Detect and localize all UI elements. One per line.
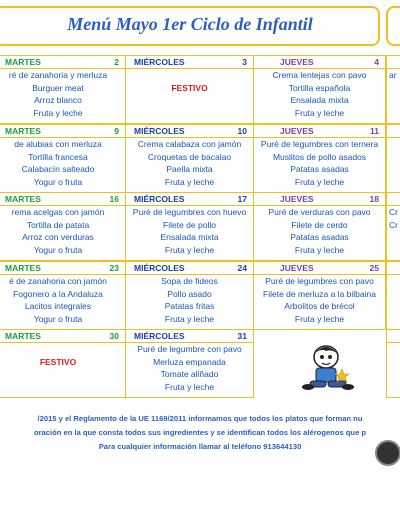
day-name: MARTES	[5, 126, 41, 136]
dish-item: Cr	[389, 207, 398, 217]
day-header	[387, 56, 400, 69]
dish-item: Pollo asado	[167, 288, 212, 299]
dish-item: Fruta y leche	[294, 244, 345, 255]
day-name: MIÉRCOLES	[134, 126, 185, 136]
day-number: 18	[369, 194, 379, 204]
day-number: 17	[237, 194, 247, 204]
menu-day-cell	[0, 329, 126, 398]
dish-item: Fruta y leche	[164, 176, 215, 187]
dish-item: Crema calabaza con jamón	[137, 139, 242, 149]
dish-list	[0, 275, 125, 325]
dish-list	[254, 138, 385, 188]
day-header	[387, 193, 400, 206]
dish-item: Fruta y leche	[164, 381, 215, 392]
day-number: 9	[114, 126, 119, 136]
day-number: 25	[369, 263, 379, 273]
dish-item: Puré de legumbres con huevo	[132, 207, 247, 217]
dish-item: Cr	[389, 219, 398, 230]
day-number: 16	[109, 194, 119, 204]
dish-item: Ensalada mixta	[290, 95, 349, 106]
dish-item: é de zanahoria con jamón	[9, 276, 107, 286]
dish-item	[389, 343, 400, 356]
day-name: MARTES	[5, 331, 41, 341]
dish-item: Fruta y leche	[294, 107, 345, 118]
dish-item: Filete de pollo	[163, 219, 216, 230]
dish-item	[126, 94, 253, 107]
day-header	[0, 330, 125, 343]
menu-day-cell	[125, 261, 254, 330]
dish-item: Crema lentejas con pavo	[272, 70, 367, 80]
dish-item: Fogonero a la Andaluza	[13, 288, 103, 299]
dish-item	[389, 163, 400, 176]
day-name: MARTES	[5, 194, 41, 204]
dish-item: Puré de legumbre con pavo	[137, 344, 242, 354]
day-name: JUEVES	[280, 57, 314, 67]
day-name: MIÉRCOLES	[134, 263, 185, 273]
dish-list	[0, 343, 125, 393]
footer-line-1: /2015 y el Reglamento de la UE 1169/2011 informamos que todos los platos que forman nu	[37, 414, 363, 423]
menu-day-cell	[125, 55, 254, 124]
dish-item	[389, 300, 400, 313]
footer-phone: Para cualquier información llamar al teléfono 913644130	[98, 442, 302, 451]
dish-item	[389, 288, 400, 301]
child-illustration-icon	[300, 343, 356, 395]
day-number: 31	[237, 331, 247, 341]
dish-item: Filete de cerdo	[291, 219, 348, 230]
day-header	[254, 262, 385, 275]
dish-item: Sopa de fideos	[161, 276, 218, 286]
dish-item: Fruta y leche	[164, 313, 215, 324]
dish-list	[0, 69, 125, 119]
menu-day-cell	[0, 192, 126, 261]
dish-item: Arbolitos de brécol	[284, 301, 355, 312]
menu-day-cell-partial	[386, 261, 400, 330]
day-number: 24	[237, 263, 247, 273]
day-name: MIÉRCOLES	[134, 194, 185, 204]
day-number: 10	[237, 126, 247, 136]
dish-list	[389, 275, 400, 313]
menu-day-cell	[253, 124, 386, 193]
menu-day-cell-partial	[386, 55, 400, 124]
menu-day-cell	[0, 124, 126, 193]
dish-item: Ensalada mixta	[160, 232, 219, 243]
dish-item: Fruta y leche	[294, 313, 345, 324]
menu-day-cell	[125, 124, 254, 193]
day-name: MIÉRCOLES	[134, 331, 185, 341]
dish-item: Yogur o fruta	[33, 176, 83, 187]
dish-list	[126, 343, 253, 393]
dish-list	[389, 343, 400, 381]
day-name: MARTES	[5, 57, 41, 67]
menu-day-cell	[0, 55, 126, 124]
dish-item: Lacitos integrales	[24, 301, 92, 312]
dish-item: Fruta y leche	[294, 176, 345, 187]
menu-day-cell-partial	[386, 192, 400, 261]
menu-day-cell	[253, 261, 386, 330]
dish-list	[0, 138, 125, 188]
school-seal-icon	[375, 440, 400, 466]
day-number: 2	[114, 57, 119, 67]
dish-item: Croquetas de bacalao	[147, 151, 232, 162]
menu-day-cell	[253, 192, 386, 261]
day-header	[126, 56, 253, 69]
dish-item	[389, 94, 400, 107]
day-header	[126, 262, 253, 275]
menu-day-cell-partial	[386, 124, 400, 193]
day-name: MIÉRCOLES	[134, 57, 185, 67]
menu-day-cell	[125, 192, 254, 261]
menu-day-cell	[125, 329, 254, 398]
dish-item: ar	[389, 70, 397, 80]
dish-item	[0, 368, 125, 381]
dish-item	[0, 381, 125, 394]
dish-item: Puré de legumbres con ternera	[260, 139, 379, 149]
holiday-label: FESTIVO	[39, 356, 77, 367]
page-title: Menú Mayo 1er Ciclo de Infantil	[67, 14, 313, 34]
day-name: JUEVES	[280, 194, 314, 204]
dish-list	[126, 69, 253, 119]
day-header	[126, 330, 253, 343]
dish-item: ré de zanahoria y merluza	[8, 70, 108, 80]
day-name: MARTES	[5, 263, 41, 273]
holiday-label: FESTIVO	[171, 82, 208, 93]
dish-item: rema acelgas con jamón	[11, 207, 105, 217]
day-header	[387, 125, 400, 138]
dish-item: Fruta y leche	[164, 244, 215, 255]
dish-item	[389, 151, 400, 164]
dish-item	[389, 275, 400, 288]
day-number: 30	[109, 331, 119, 341]
dish-list	[389, 69, 400, 107]
dish-item: Calabacín salteado	[21, 164, 95, 175]
day-header	[0, 193, 125, 206]
dish-item: Arroz con verduras	[22, 232, 94, 243]
day-header	[126, 193, 253, 206]
dish-list	[126, 275, 253, 325]
dish-item: Fruta y leche	[33, 107, 83, 118]
dish-list	[126, 206, 253, 256]
dish-item: de alubias con merluza	[14, 139, 102, 149]
dish-item: Arroz blanco	[34, 95, 82, 106]
footer-line-2: oración en la que consta todos sus ingredientes y se identifican todos los alérogenos que p	[33, 428, 367, 437]
dish-item	[389, 368, 400, 381]
dish-item	[389, 138, 400, 151]
dish-item: Patatas asadas	[290, 164, 349, 175]
dish-item: Burguer meat	[32, 82, 84, 93]
dish-item	[126, 107, 253, 120]
dish-list	[389, 138, 400, 176]
dish-list	[254, 275, 385, 325]
dish-list	[126, 138, 253, 188]
day-number: 4	[374, 57, 379, 67]
dish-item: Patatas asadas	[290, 232, 349, 243]
dish-list	[254, 206, 385, 256]
day-number: 3	[242, 57, 247, 67]
day-number: 23	[109, 263, 119, 273]
dish-item: Tomate aliñado	[160, 369, 219, 380]
day-header	[254, 193, 385, 206]
dish-item: Puré de legumbres con pavo	[265, 276, 374, 286]
day-header	[126, 125, 253, 138]
menu-day-cell	[0, 261, 126, 330]
dish-item: Tortilla española	[288, 82, 351, 93]
dish-item	[389, 82, 400, 95]
day-name: JUEVES	[280, 263, 314, 273]
day-header	[254, 56, 385, 69]
dish-list	[0, 206, 125, 256]
day-header	[0, 56, 125, 69]
day-header	[387, 330, 400, 343]
dish-item: Tortilla francesa	[28, 151, 88, 162]
dish-list	[389, 206, 400, 244]
dish-item: Paella mixta	[166, 164, 213, 175]
dish-list	[254, 69, 385, 119]
dish-item	[389, 231, 400, 244]
menu-day-cell-partial	[386, 329, 400, 398]
dish-item: Yogur o fruta	[33, 244, 83, 255]
day-header	[254, 125, 385, 138]
title-banner-right	[386, 6, 400, 46]
menu-day-cell	[253, 55, 386, 124]
dish-item: Puré de verduras con pavo	[268, 207, 371, 217]
dish-item: Yogur o fruta	[33, 313, 83, 324]
dish-item	[126, 69, 253, 82]
day-header	[387, 262, 400, 275]
dish-item	[0, 343, 125, 356]
dish-item: Patatas fritas	[164, 301, 215, 312]
dish-item: Merluza empanada	[153, 356, 226, 367]
day-number: 11	[370, 126, 379, 136]
day-header	[0, 125, 125, 138]
day-header	[0, 262, 125, 275]
dish-item: Filete de merluza a la bilbaina	[263, 288, 376, 299]
day-name: JUEVES	[280, 126, 314, 136]
dish-item	[389, 356, 400, 369]
dish-item: Tortilla de patata	[26, 219, 90, 230]
dish-item: Muslitos de pollo asados	[272, 151, 367, 162]
